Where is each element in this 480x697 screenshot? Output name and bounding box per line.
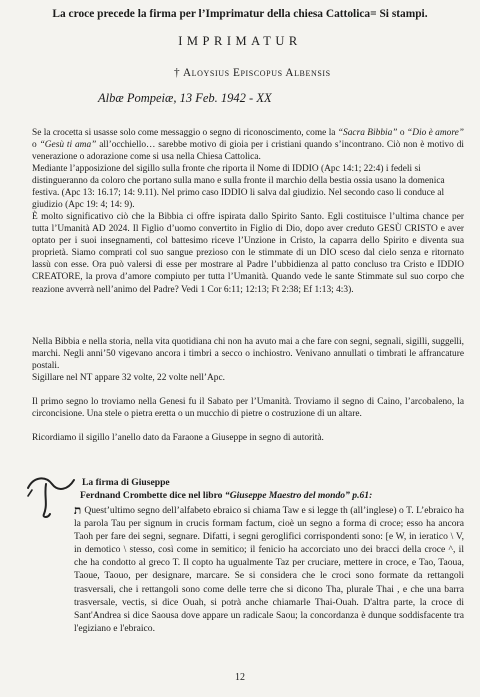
paragraph-anello-faraone: Ricordiamo il sigillo l’anello dato da Faraone a Giuseppe in segno di autorità. xyxy=(32,433,324,443)
signature-glyph-icon xyxy=(24,470,80,520)
header-title: La croce precede la firma per l’Imprimatur della chiesa Cattolica= Si stampi. xyxy=(52,8,428,20)
paragraph-significativo: È molto significativo ciò che la Bibbia ci offre ispirata dallo Spirito Santo. Egli costituisce l’ultima chance per tutta l’Umanità AD 2024. Il Figlio d’uomo convertito in Figlio di Dio, dopo aver creduto GESÙ CRISTO e aver optato per i suoi insegnamenti, col battesimo riceve l’Unzione in Cristo, la caparra dello Spirito e diventa sua proprietà. Siamo comprati col suo sangue prezioso con le stimmate di un DIO sceso dal cielo senza e ritornato lassù con esse. Ora può valersi di esse per mostrare al Padre l’ubbidienza al patto concluso tra Cristo e IDDIO CREATORE, la prova d’amore compiuto per tutta l’Umanità. Quando vede le sante Stimmate sul suo corpo che reazione avverrà nell’animo del Padre? Vedi 1 Cor 6:11; 12:13; Ft 2:38; Ef 1:13; 4:3). xyxy=(32,212,464,295)
paragraph-crocetta: Se la crocetta si usasse solo come messaggio o segno di riconoscimento, come la “Sacra Bibbia” o “Dio è amore” o “Gesù ti ama” all’occhiello… sarebbe motivo di gioia per i cristiani quando s’incontrano. Ciò non è motivo di venerazione o adorazione come si usa nella Chiesa Cattolica. xyxy=(32,128,464,163)
paragraph-sigillare-nt: Sigillare nel NT appare 32 volte, 22 volte nell’Apc. xyxy=(32,373,226,383)
firma-source: Ferdnand Crombette dice nel libro “Giuseppe Maestro del mondo” p.61: xyxy=(80,490,373,501)
page-number: 12 xyxy=(235,672,245,683)
imprimatur-label: IMPRIMATUR xyxy=(178,34,302,48)
paragraph-primo-segno: Il primo segno lo troviamo nella Genesi fu il Sabato per l’Umanità. Troviamo il segno di Caino, l’arcobaleno, la circoncisione. Una stele o pietra eretta o un mucchio di pietre o costruzione di un altare. xyxy=(32,397,464,420)
taw-letter-icon: ת xyxy=(74,503,82,517)
imprimatur-date: Albæ Pompeiæ, 13 Feb. 1942 - XX xyxy=(98,91,272,105)
paragraph-bibbia-storia: Nella Bibbia e nella storia, nella vita quotidiana chi non ha avuto mai a che fare con segni, segnali, sigilli, suggelli, marchi. Negli anni’50 vigevano ancora i timbri a secco o inchiostro. Venivano annullati o timbrati le affrancature postali. xyxy=(32,337,464,372)
firma-heading: La firma di Giuseppe xyxy=(82,477,170,488)
imprimatur-signer: † Aloysius Episcopus Albensis xyxy=(174,67,331,79)
paragraph-taw: ת Quest’ultimo segno dell’alfabeto ebraico si chiama Taw e si legge th (all’inglese) o T. L’ebraico ha la parola Tau per signum in crucis formam factum, cioè un segno a forma di croce; esso ha ancora Taoh per fare dei segni, segnare. Difatti, i segni geroglifici corrispondenti sono: [e W, in ieratico \ V, in demotico \ stesso, così come in semitico; il fenicio ha accorciato uno dei bracci della croce ^, il che ha condotto al greco T. Il copto ha ugualmente Taz per cruciare, mettere in croce, e Tao, Taoua, Taoue, Taouo, per designare, marcare. Se si considera che le croci sono formate da rettangoli trasversali, che i rettangoli sono come delle terre che si dicono Tha, plurale Thai , e che una barra trasversale, vectis, si dice Ouah, si potrà anche chiamarle Thai-Ouah. D'altra parte, la croce di Sant'Andrea si dice Saousa dove appare un radicale Saou; la concordanza è dunque soddisfacente tra l'egiziano e l'ebraico. xyxy=(74,503,464,634)
paragraph-sigillo: Mediante l’apposizione del sigillo sulla fronte che riporta il Nome di IDDIO (Apc 14:1; 22:4) i fedeli si distingueranno da coloro che portano sulla mano e sulla fronte il marchio della bestia ossia usano la domenica festiva. (Apc 13: 16.17; 14: 9.11). Nel primo caso IDDIO li salva dal giudizio. Nel secondo caso li conduce al giudizio (Apc 19: 4; 14: 9). xyxy=(32,164,445,211)
